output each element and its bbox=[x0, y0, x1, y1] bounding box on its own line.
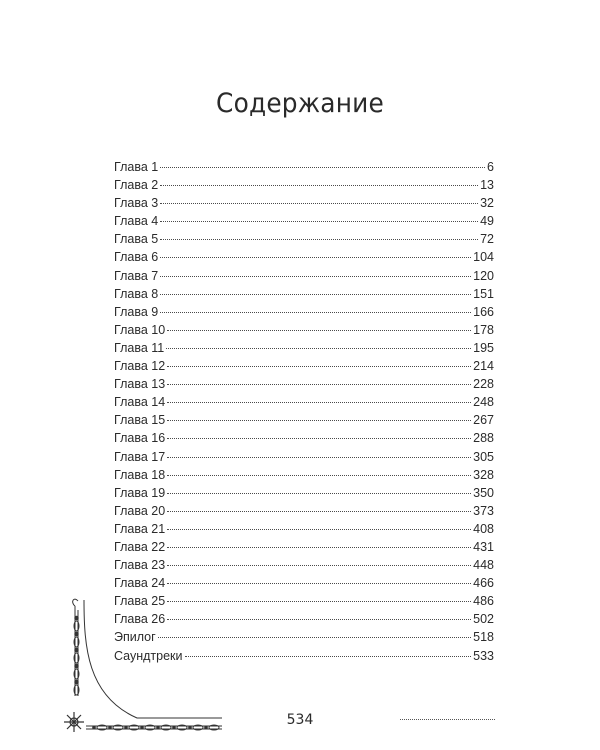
dot-leader bbox=[167, 420, 471, 421]
dot-leader bbox=[160, 257, 471, 258]
dot-leader bbox=[160, 203, 478, 204]
toc-entry-page: 214 bbox=[473, 359, 494, 374]
toc-entry-page: 486 bbox=[473, 594, 494, 609]
toc-entry[interactable] bbox=[114, 176, 494, 194]
toc-entry[interactable] bbox=[114, 520, 494, 538]
toc-entry-label: Глава 8 bbox=[114, 286, 159, 301]
toc-entry-page: 267 bbox=[473, 413, 494, 428]
toc-entry[interactable] bbox=[114, 357, 494, 375]
toc-entry-page: 328 bbox=[473, 467, 494, 482]
dot-leader bbox=[167, 583, 471, 584]
toc-entry-page: 373 bbox=[473, 503, 494, 518]
footer-divider bbox=[400, 719, 495, 720]
toc-entry-label: Глава 2 bbox=[114, 178, 159, 193]
page-title: Содержание bbox=[216, 88, 384, 119]
toc-entry-label: Глава 12 bbox=[114, 359, 166, 374]
dot-leader bbox=[167, 547, 471, 548]
toc-entry[interactable] bbox=[114, 502, 494, 520]
toc-entry-page: 248 bbox=[473, 395, 494, 410]
toc-entry-page: 466 bbox=[473, 576, 494, 591]
toc-entry-label: Глава 25 bbox=[114, 594, 166, 609]
toc-entry[interactable] bbox=[114, 484, 494, 502]
toc-entry-label: Глава 24 bbox=[114, 576, 166, 591]
dot-leader bbox=[167, 511, 471, 512]
toc-entry[interactable] bbox=[114, 375, 494, 393]
toc-entry-page: 431 bbox=[473, 539, 494, 554]
toc-entry-page: 151 bbox=[473, 286, 494, 301]
dot-leader bbox=[160, 185, 478, 186]
toc-entry-label: Глава 4 bbox=[114, 214, 159, 229]
dot-leader bbox=[167, 330, 471, 331]
toc-entry-page: 104 bbox=[473, 250, 494, 265]
toc-entry-page: 166 bbox=[473, 304, 494, 319]
toc-entry[interactable] bbox=[114, 303, 494, 321]
table-of-contents bbox=[114, 158, 494, 665]
toc-entry-page: 518 bbox=[473, 630, 494, 645]
toc-entry-label: Глава 22 bbox=[114, 539, 166, 554]
toc-entry-page: 533 bbox=[473, 648, 494, 663]
toc-entry-page: 228 bbox=[473, 377, 494, 392]
toc-entry-page: 288 bbox=[473, 431, 494, 446]
toc-entry-page: 408 bbox=[473, 521, 494, 536]
toc-entry[interactable] bbox=[114, 556, 494, 574]
dot-leader bbox=[167, 402, 471, 403]
toc-entry-page: 72 bbox=[480, 232, 494, 247]
toc-entry-label: Глава 21 bbox=[114, 521, 166, 536]
toc-entry[interactable] bbox=[114, 393, 494, 411]
dot-leader bbox=[160, 239, 478, 240]
toc-entry-page: 49 bbox=[480, 214, 494, 229]
toc-entry-page: 350 bbox=[473, 485, 494, 500]
dot-leader bbox=[166, 348, 471, 349]
toc-entry-label: Глава 17 bbox=[114, 449, 166, 464]
dot-leader bbox=[167, 529, 471, 530]
toc-entry[interactable] bbox=[114, 212, 494, 230]
toc-entry[interactable] bbox=[114, 248, 494, 266]
toc-entry[interactable] bbox=[114, 230, 494, 248]
toc-entry-label: Глава 11 bbox=[114, 340, 165, 355]
toc-entry-label: Глава 1 bbox=[114, 160, 159, 174]
toc-entry[interactable] bbox=[114, 285, 494, 303]
toc-entry[interactable] bbox=[114, 339, 494, 357]
toc-entry-page: 448 bbox=[473, 558, 494, 573]
toc-entry-label: Глава 15 bbox=[114, 413, 166, 428]
toc-entry[interactable] bbox=[114, 448, 494, 466]
toc-entry[interactable] bbox=[114, 194, 494, 212]
toc-entry-label: Эпилог bbox=[114, 630, 156, 645]
dot-leader bbox=[167, 457, 471, 458]
toc-entry-page: 178 bbox=[473, 322, 494, 337]
toc-entry[interactable] bbox=[114, 158, 494, 176]
dot-leader bbox=[167, 384, 471, 385]
dot-leader bbox=[160, 221, 478, 222]
toc-entry-label: Саундтреки bbox=[114, 648, 183, 663]
dot-leader bbox=[160, 312, 471, 313]
page-number: 534 bbox=[286, 712, 314, 728]
toc-entry[interactable] bbox=[114, 429, 494, 447]
dot-leader bbox=[167, 475, 471, 476]
toc-entry-page: 32 bbox=[480, 196, 494, 211]
toc-entry[interactable] bbox=[114, 321, 494, 339]
toc-entry-page: 13 bbox=[480, 178, 494, 193]
toc-entry-page: 195 bbox=[473, 340, 494, 355]
toc-entry[interactable] bbox=[114, 267, 494, 285]
toc-entry-label: Глава 16 bbox=[114, 431, 166, 446]
toc-entry-label: Глава 26 bbox=[114, 612, 166, 627]
toc-entry-label: Глава 6 bbox=[114, 250, 159, 265]
toc-entry-label: Глава 14 bbox=[114, 395, 166, 410]
toc-entry-label: Глава 23 bbox=[114, 558, 166, 573]
toc-entry-page: 120 bbox=[473, 268, 494, 283]
toc-entry-label: Глава 3 bbox=[114, 196, 159, 211]
toc-entry-label: Глава 18 bbox=[114, 467, 166, 482]
toc-entry-label: Глава 20 bbox=[114, 503, 166, 518]
toc-entry[interactable] bbox=[114, 466, 494, 484]
toc-entry-label: Глава 19 bbox=[114, 485, 166, 500]
toc-entry-page: 305 bbox=[473, 449, 494, 464]
dot-leader bbox=[167, 493, 471, 494]
toc-entry[interactable] bbox=[114, 574, 494, 592]
dot-leader bbox=[167, 438, 471, 439]
toc-entry-label: Глава 7 bbox=[114, 268, 159, 283]
dot-leader bbox=[167, 366, 471, 367]
toc-entry-page: 502 bbox=[473, 612, 494, 627]
toc-entry-page: 6 bbox=[487, 160, 494, 174]
toc-entry-label: Глава 9 bbox=[114, 304, 159, 319]
toc-entry-label: Глава 13 bbox=[114, 377, 166, 392]
dot-leader bbox=[167, 565, 471, 566]
dot-leader bbox=[160, 167, 485, 168]
dot-leader bbox=[160, 276, 471, 277]
toc-entry[interactable] bbox=[114, 411, 494, 429]
toc-entry-label: Глава 10 bbox=[114, 322, 166, 337]
toc-entry[interactable] bbox=[114, 538, 494, 556]
dot-leader bbox=[160, 294, 471, 295]
toc-entry-label: Глава 5 bbox=[114, 232, 159, 247]
